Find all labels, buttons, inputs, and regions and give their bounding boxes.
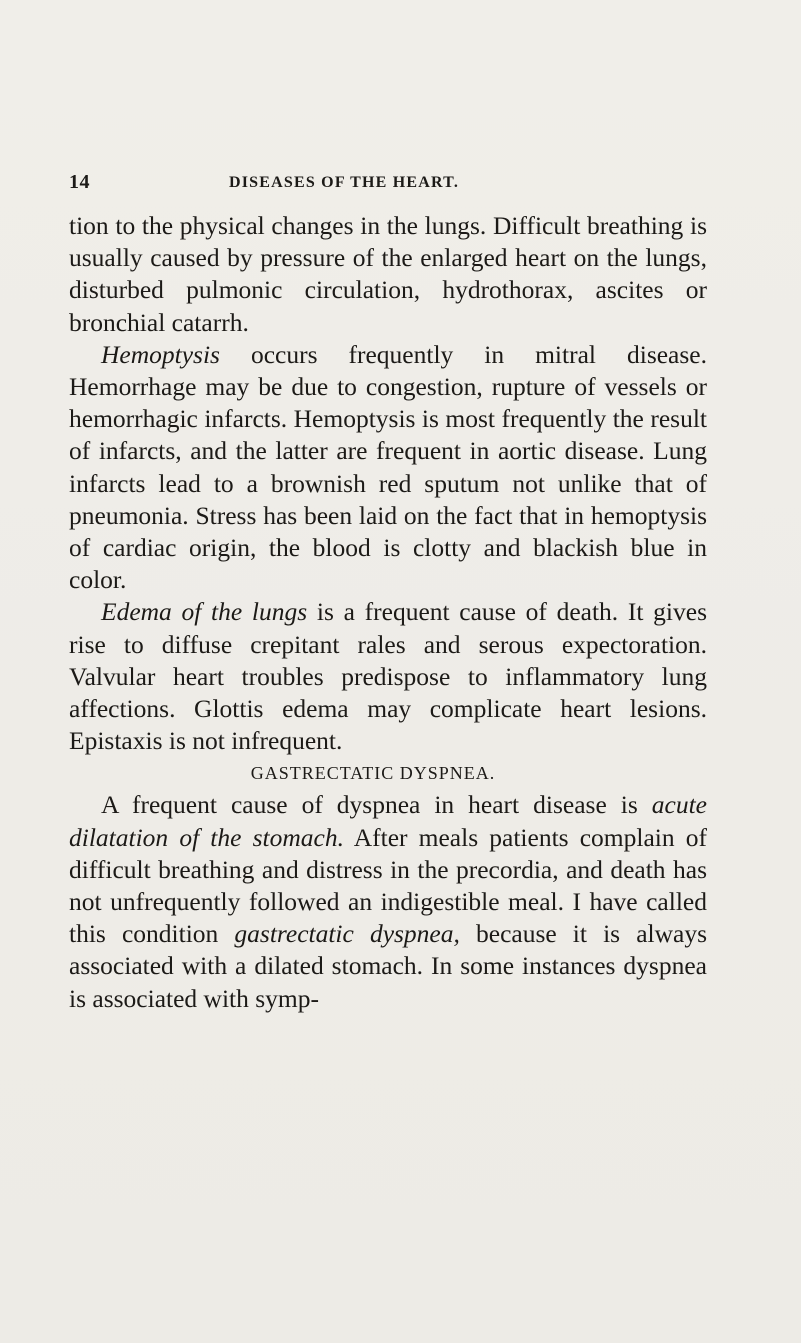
paragraph-hemoptysis bbox=[69, 339, 707, 597]
page-number: 14 bbox=[69, 171, 90, 193]
paragraph-continuation bbox=[69, 210, 707, 339]
italic-term: gastrectatic dyspnea, bbox=[234, 919, 460, 949]
paragraph-text: occurs frequently in mitral disease. Hemorrhage may be due to congestion, rupture of vessels or hemorrhagic infarcts. Hemoptysis is most frequently the result of infarcts, and the latter are frequent in aortic disease. Lung infarcts lead to a brownish red sputum not unlike that of pneumonia. Stress has been laid on the fact that in hemoptysis of cardiac origin, the blood is clotty and blackish blue in color. bbox=[69, 339, 707, 595]
paragraph-text: After meals patients complain of difficult breathing and distress in the precordia, and death has not unfrequently followed an indigestible meal. I have called this condition bbox=[69, 822, 708, 949]
paragraph-text: is a frequent cause of death. It gives rise to diffuse crepitant rales and serous expectoration. Valvular heart troubles predispose to inflammatory lung affections. Glottis edema may complicate heart lesions. Epistaxis is not infrequent. bbox=[69, 597, 707, 756]
paragraph-text: because it is always associated with a dilated stomach. In some instances dyspnea is associated with symp- bbox=[69, 919, 708, 1013]
page-header bbox=[69, 171, 709, 195]
running-head: DISEASES OF THE HEART. bbox=[229, 174, 460, 191]
paragraph-edema bbox=[69, 596, 707, 757]
paragraph-text: A frequent cause of dyspnea in heart disease is bbox=[101, 790, 652, 820]
body-text bbox=[69, 210, 707, 1015]
section-heading: GASTRECTATIC DYSPNEA. bbox=[250, 763, 496, 784]
italic-term: acute dilatation of the stomach. bbox=[69, 790, 707, 852]
paragraph-text: tion to the physical changes in the lungs. Difficult breathing is usually caused by pressure of the enlarged heart on the lungs, disturbed pulmonic circulation, hydrothorax, ascites or bronchial catarrh. bbox=[69, 211, 707, 337]
italic-term: Edema of the lungs bbox=[101, 597, 308, 627]
paragraph-gastrectatic bbox=[69, 789, 707, 1014]
italic-term: Hemoptysis bbox=[101, 339, 220, 369]
